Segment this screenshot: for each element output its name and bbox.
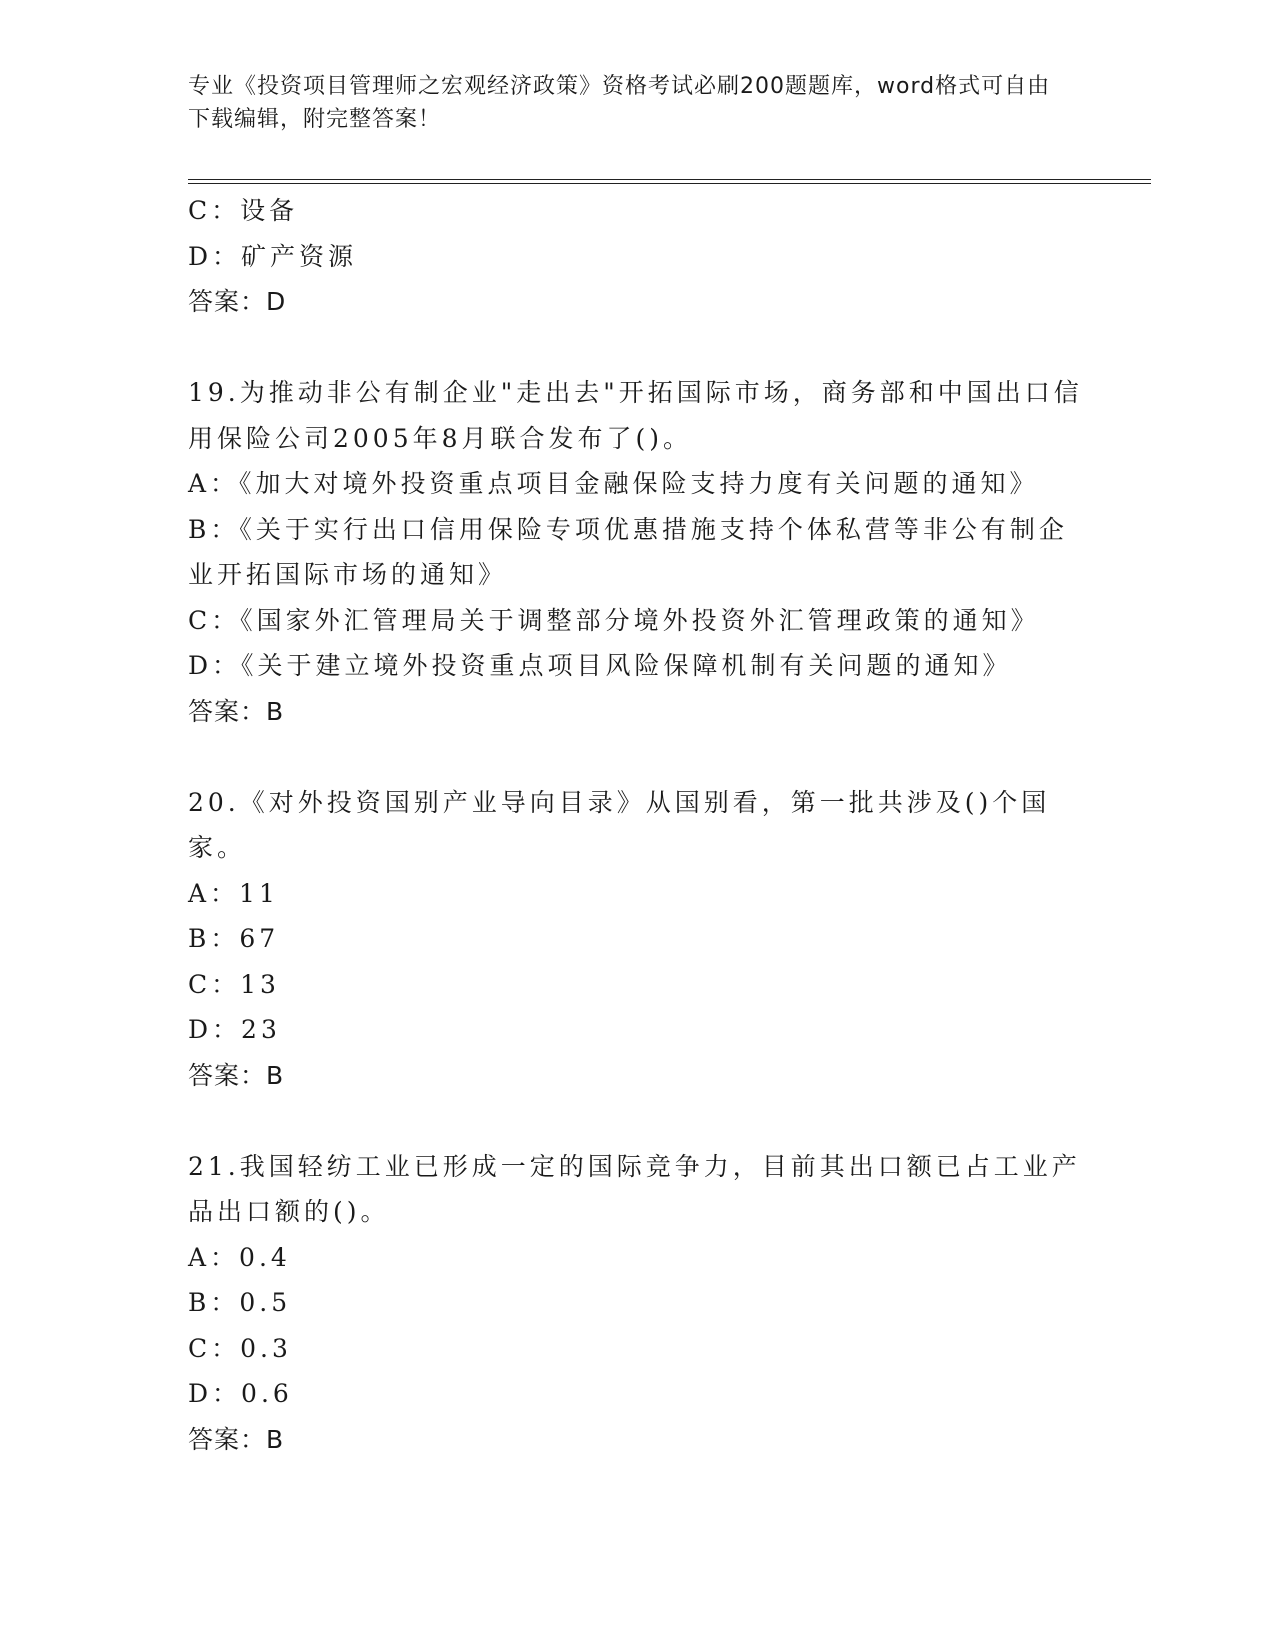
option-c: C：设备 (188, 196, 299, 225)
option-b: B：67 (188, 924, 280, 953)
question-spacer (188, 325, 1088, 371)
option-c: C：0.3 (188, 1333, 292, 1363)
document-header: 专业《投资项目管理师之宏观经济政策》资格考试必刷200题题库，word格式可自由下载编辑，附完整答案！ (188, 74, 1051, 132)
option-b: B：0.5 (188, 1288, 292, 1317)
question-21 (188, 1144, 1088, 1463)
option-a: A：0.4 (188, 1242, 291, 1272)
question-stem: 21.我国轻纺工业已形成一定的国际竞争力，目前其出口额已占工业产品出口额的()。 (188, 1151, 1081, 1226)
answer-line: 答案：B (188, 1424, 285, 1454)
question-stem: 19.为推动非公有制企业"走出去"开拓国际市场，商务部和中国出口信用保险公司2005年8月联合发布了()。 (188, 378, 1083, 453)
header-divider-top (188, 179, 1151, 180)
option-d: D：矿产资源 (188, 241, 358, 271)
option-a: A：11 (188, 878, 279, 908)
question-spacer (188, 1098, 1088, 1144)
answer-line: 答案：B (188, 1060, 285, 1090)
option-a: A：《加大对境外投资重点项目金融保险支持力度有关问题的通知》 (188, 469, 1039, 498)
question-spacer (188, 734, 1088, 780)
option-c: C：13 (188, 969, 280, 999)
question-19 (188, 370, 1088, 734)
option-d: D：0.6 (188, 1379, 293, 1408)
header-divider-bottom (188, 183, 1151, 184)
question-stem: 20.《对外投资国别产业导向目录》从国别看，第一批共涉及()个国家。 (188, 787, 1051, 862)
question-20 (188, 780, 1088, 1099)
answer-line: 答案：D (188, 287, 287, 316)
option-c: C：《国家外汇管理局关于调整部分境外投资外汇管理政策的通知》 (188, 605, 1040, 635)
answer-line: 答案：B (188, 696, 285, 726)
question-content (188, 188, 1088, 1462)
option-d: D：23 (188, 1015, 281, 1044)
option-b: B：《关于实行出口信用保险专项优惠措施支持个体私营等非公有制企业开拓国际市场的通知》 (188, 514, 1068, 589)
option-d: D：《关于建立境外投资重点项目风险保障机制有关问题的通知》 (188, 651, 1012, 680)
